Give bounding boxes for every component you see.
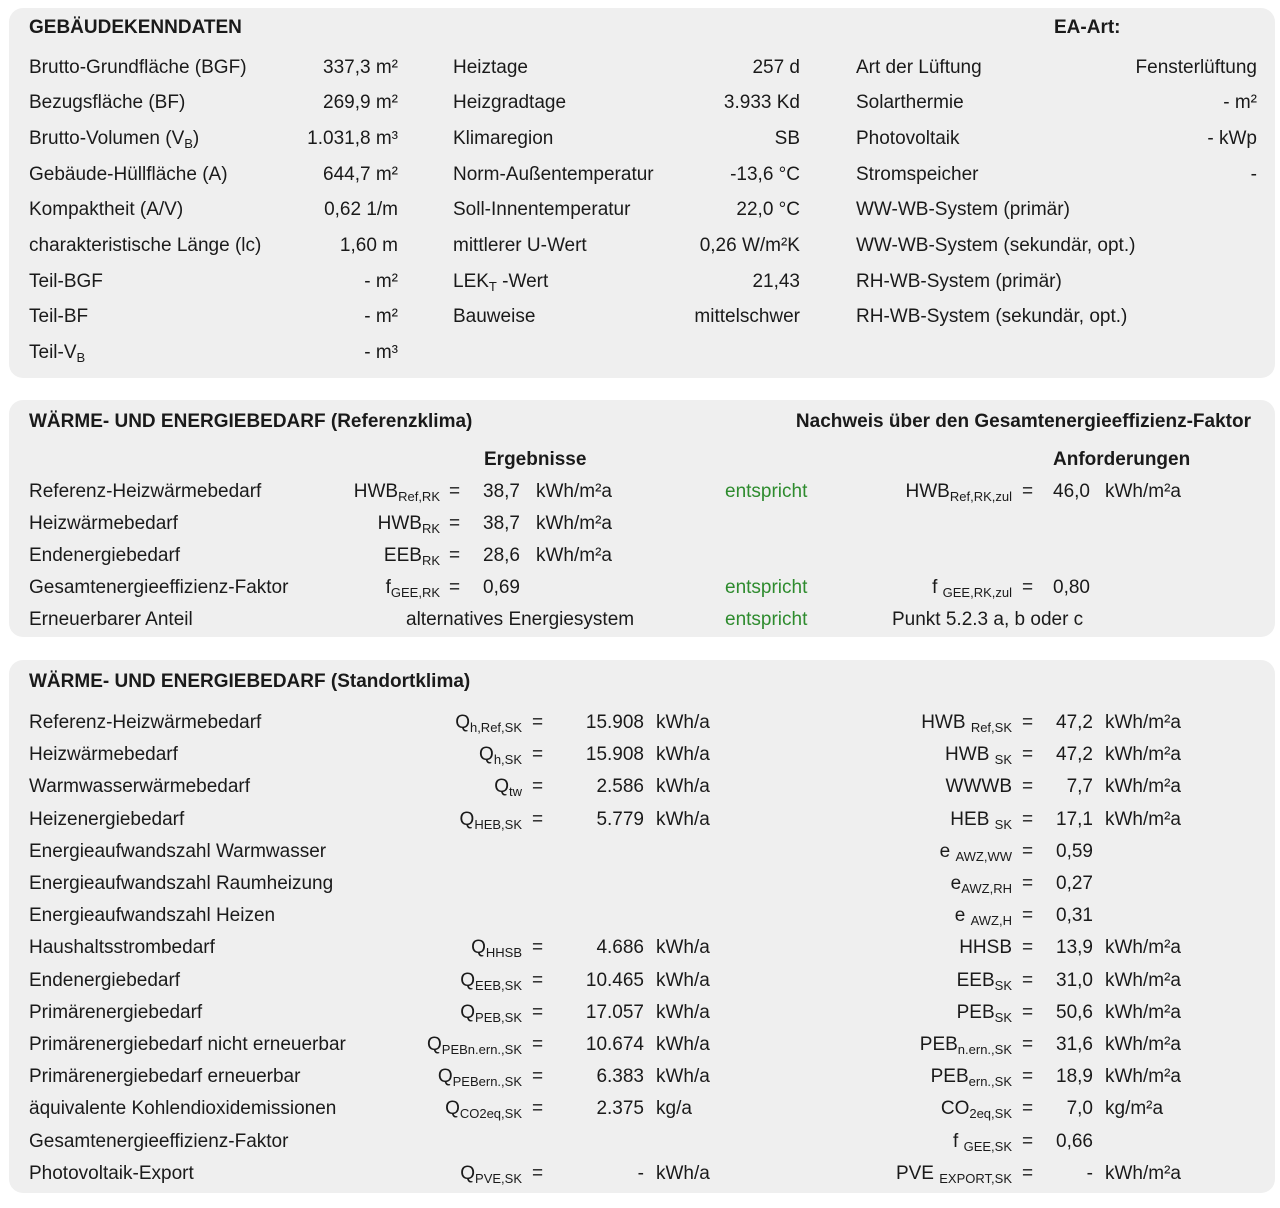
col2-value: 3.933 Kd (723, 92, 800, 113)
col2-value: 257 d (752, 57, 800, 78)
right-eq: = (1022, 1066, 1034, 1087)
right-unit: kWh/m²a (1105, 1066, 1181, 1087)
row-label: Energieaufwandszahl Raumheizung (29, 873, 334, 894)
col2-label: Klimaregion (453, 128, 554, 149)
right-symbol-main: WWWB (945, 776, 1012, 797)
col1-label: Teil-BF (29, 306, 89, 327)
row-symbol (460, 970, 522, 992)
right-unit: kg/m²a (1105, 1098, 1164, 1119)
row-eq: = (449, 577, 461, 598)
req-symbol-main: HWB (905, 481, 950, 502)
col3-value: - m² (1223, 92, 1257, 113)
right-symbol (955, 905, 1012, 927)
right-symbol-sub: AWZ,WW (955, 849, 1012, 864)
col1-label: Teil-BGF (29, 271, 103, 292)
right-symbol (953, 1131, 1012, 1153)
right-eq: = (1022, 1002, 1034, 1023)
row-label: Erneuerbarer Anteil (29, 609, 193, 630)
section-title-right: Nachweis über den Gesamtenergieeffizienz-Faktor (795, 411, 1251, 432)
row-eq: = (449, 545, 461, 566)
right-symbol-sub: SK (994, 752, 1012, 767)
right-eq: = (1022, 905, 1034, 926)
right-value: 47,2 (1056, 712, 1093, 733)
col1-value: 1.031,8 m³ (307, 128, 398, 149)
row-unit: kWh/a (656, 1034, 710, 1055)
col2-value: mittelschwer (694, 306, 800, 327)
row-value: 5.779 (596, 809, 644, 830)
right-symbol-sub: Ref,SK (970, 720, 1012, 735)
col3-label: WW-WB-System (primär) (856, 199, 1070, 220)
row-symbol-main: HWB (377, 513, 422, 534)
right-eq: = (1022, 841, 1034, 862)
row-eq: = (532, 937, 544, 958)
req-value: 0,80 (1053, 577, 1090, 598)
right-value: 13,9 (1056, 937, 1093, 958)
req-symbol-sub: Ref,RK,zul (949, 489, 1012, 504)
row-symbol-sub: GEE,RK (390, 585, 440, 600)
row-symbol (479, 744, 522, 766)
row-symbol-main: Q (471, 937, 486, 958)
row-symbol (384, 545, 440, 567)
row-label: Primärenergiebedarf erneuerbar (29, 1066, 301, 1087)
col2-value: -13,6 °C (730, 164, 800, 185)
row-symbol-main: Q (494, 776, 509, 797)
right-symbol-main: EEB (956, 970, 995, 991)
col2-label: Heiztage (453, 57, 528, 78)
row-label: Referenz-Heizwärmebedarf (29, 481, 262, 502)
right-symbol-main: HHSB (959, 937, 1012, 958)
right-eq: = (1022, 970, 1034, 991)
row-eq: = (532, 1034, 544, 1055)
col1-label-sub: B (76, 350, 86, 365)
right-eq: = (1022, 712, 1034, 733)
row-eq: = (449, 513, 461, 534)
right-symbol (945, 744, 1012, 766)
right-symbol (959, 937, 1012, 959)
right-symbol (896, 1163, 1012, 1185)
right-eq: = (1022, 776, 1034, 797)
right-symbol-main: CO (940, 1098, 970, 1119)
col1-label: Brutto-Grundfläche (BGF) (29, 57, 247, 78)
row-status: entspricht (725, 577, 808, 598)
right-symbol (931, 1066, 1012, 1088)
row-label: Energieaufwandszahl Heizen (29, 905, 276, 926)
col2-label-main: LEK (453, 271, 489, 292)
row-symbol-sub: CO2eq,SK (459, 1106, 522, 1121)
row-eq: = (532, 970, 544, 991)
row-symbol (455, 712, 522, 734)
row-symbol-sub: tw (509, 784, 522, 799)
row-label: Referenz-Heizwärmebedarf (29, 712, 262, 733)
right-eq: = (1022, 1163, 1034, 1184)
row-symbol-sub: EEB,SK (475, 978, 522, 993)
row-value: 15.908 (585, 712, 644, 733)
right-eq: = (1022, 873, 1034, 894)
row-symbol-sub: PVE,SK (475, 1171, 522, 1186)
row-unit: kWh/m²a (536, 545, 612, 566)
row-value: 0,69 (483, 577, 520, 598)
row-unit: kWh/m²a (536, 513, 612, 534)
row-eq: = (532, 744, 544, 765)
row-symbol-main: Q (460, 1002, 476, 1023)
right-symbol-main: e (939, 841, 956, 862)
row-status: entspricht (725, 609, 808, 630)
row-label: Gesamtenergieeffizienz-Faktor (29, 1131, 289, 1152)
row-unit: kWh/a (656, 809, 710, 830)
right-value: 31,0 (1056, 970, 1093, 991)
right-symbol-sub: SK (994, 817, 1012, 832)
right-symbol-sub: AWZ,RH (961, 881, 1012, 896)
row-symbol-sub: HHSB (485, 945, 522, 960)
row-value: 28,6 (483, 545, 520, 566)
row-value: 6.383 (596, 1066, 644, 1087)
right-symbol (920, 1034, 1012, 1056)
right-symbol-main: PEB (930, 1066, 969, 1087)
right-symbol (946, 776, 1012, 798)
right-symbol (957, 970, 1012, 992)
right-symbol (941, 1098, 1012, 1120)
right-unit: kWh/m²a (1105, 809, 1181, 830)
right-value: 31,6 (1056, 1034, 1093, 1055)
right-unit: kWh/m²a (1105, 776, 1181, 797)
col1-label-main: Brutto-Volumen (V (29, 128, 185, 149)
row-symbol-sub: h,Ref,SK (469, 720, 522, 735)
req-symbol-sub: GEE,RK,zul (942, 585, 1012, 600)
row-symbol (460, 1002, 522, 1024)
col2-label: Heizgradtage (453, 92, 567, 113)
right-symbol (921, 712, 1012, 734)
col2-label: Bauweise (453, 306, 536, 327)
right-unit: kWh/m²a (1105, 744, 1181, 765)
right-value: 0,66 (1056, 1131, 1093, 1152)
header-results: Ergebnisse (484, 449, 587, 470)
col1-value: 269,9 m² (323, 92, 398, 113)
row-symbol (438, 1066, 522, 1088)
row-eq: = (532, 776, 544, 797)
row-symbol-sub: PEBern.,SK (452, 1074, 522, 1089)
right-value: - (1086, 1163, 1093, 1184)
req-eq: = (1022, 481, 1034, 502)
right-symbol-main: e (954, 905, 971, 926)
row-symbol-main: Q (479, 744, 494, 765)
row-unit: kWh/a (656, 1002, 710, 1023)
section-title: WÄRME- UND ENERGIEBEDARF (Referenzklima) (29, 411, 473, 432)
row-symbol-main: Q (427, 1034, 442, 1055)
col1-value: - m² (364, 306, 398, 327)
row-symbol-main: Q (460, 970, 476, 991)
col2-label: Soll-Innentemperatur (453, 199, 631, 220)
row-eq: = (532, 1002, 544, 1023)
row-symbol-main: f (385, 577, 391, 598)
row-unit: kWh/m²a (536, 481, 612, 502)
right-symbol-sub: 2eq,SK (969, 1106, 1012, 1121)
col1-label-after: ) (192, 128, 200, 149)
right-eq: = (1022, 937, 1034, 958)
col2-value: 0,26 W/m²K (699, 235, 800, 256)
req-value: 46,0 (1053, 481, 1090, 502)
row-label: Heizwärmebedarf (29, 513, 178, 534)
col3-label: Art der Lüftung (856, 57, 982, 78)
right-value: 50,6 (1056, 1002, 1093, 1023)
col2-value: 21,43 (752, 271, 800, 292)
row-eq: = (532, 1066, 544, 1087)
col1-value: 1,60 m (339, 235, 398, 256)
right-symbol-main: e (950, 873, 962, 894)
ea-art-label: EA-Art: (1054, 17, 1121, 38)
row-label: Primärenergiebedarf (29, 1002, 203, 1023)
row-symbol-main: Q (460, 1163, 476, 1184)
row-alt: alternatives Energiesystem (406, 609, 635, 630)
right-symbol-sub: SK (994, 978, 1012, 993)
req-symbol-main: f (932, 577, 943, 598)
col1-label (29, 342, 85, 364)
row-symbol-sub: RK (421, 521, 440, 536)
col1-label-sub: B (184, 136, 193, 151)
right-symbol-main: HWB (921, 712, 971, 733)
right-value: 47,2 (1056, 744, 1093, 765)
row-unit: kWh/a (656, 970, 710, 991)
row-label: Heizwärmebedarf (29, 744, 178, 765)
header-requirements: Anforderungen (1053, 449, 1191, 470)
row-label: Gesamtenergieeffizienz-Faktor (29, 577, 289, 598)
right-unit: kWh/m²a (1105, 1034, 1181, 1055)
row-label: Haushaltsstrombedarf (29, 937, 215, 958)
req-text: Punkt 5.2.3 a, b oder c (892, 609, 1084, 630)
right-eq: = (1022, 809, 1034, 830)
right-symbol-main: PVE (895, 1163, 940, 1184)
row-symbol (386, 577, 440, 599)
right-unit: kWh/m²a (1105, 712, 1181, 733)
right-value: 0,31 (1056, 905, 1093, 926)
right-eq: = (1022, 1131, 1034, 1152)
col2-label-sub: T (488, 279, 497, 294)
right-eq: = (1022, 744, 1034, 765)
row-symbol (427, 1034, 522, 1056)
row-label: Warmwasserwärmebedarf (29, 776, 251, 797)
col1-label: Gebäude-Hüllfläche (A) (29, 164, 228, 185)
row-value: 10.674 (585, 1034, 644, 1055)
row-unit: kWh/a (656, 1066, 710, 1087)
right-eq: = (1022, 1098, 1034, 1119)
col1-label: charakteristische Länge (lc) (29, 235, 262, 256)
right-symbol-sub: n.ern.,SK (957, 1042, 1012, 1057)
row-value: 17.057 (585, 1002, 644, 1023)
right-symbol-main: f (953, 1131, 964, 1152)
right-value: 0,27 (1056, 873, 1093, 894)
row-unit: kWh/a (656, 937, 710, 958)
row-value: - (637, 1163, 644, 1184)
col1-value: - m² (364, 271, 398, 292)
right-unit: kWh/m²a (1105, 970, 1181, 991)
col1-value: - m³ (364, 342, 398, 363)
right-symbol-main: HEB (950, 809, 995, 830)
right-unit: kWh/m²a (1105, 937, 1181, 958)
row-symbol-sub: PEBn.ern.,SK (441, 1042, 522, 1057)
col3-label: Photovoltaik (856, 128, 960, 149)
col3-label: RH-WB-System (sekundär, opt.) (856, 306, 1128, 327)
row-value: 4.686 (596, 937, 644, 958)
col1-value: 337,3 m² (323, 57, 398, 78)
col1-label (29, 128, 199, 150)
row-symbol (494, 776, 522, 798)
row-symbol-main: Q (445, 1098, 460, 1119)
row-symbol-main: EEB (383, 545, 422, 566)
col2-value: SB (774, 128, 800, 149)
right-value: 7,7 (1066, 776, 1093, 797)
col2-label: Norm-Außentemperatur (453, 164, 654, 185)
row-symbol (460, 1163, 522, 1185)
section-title: WÄRME- UND ENERGIEBEDARF (Standortklima) (29, 671, 471, 692)
col1-label: Bezugsfläche (BF) (29, 92, 186, 113)
section-title: GEBÄUDEKENNDATEN (29, 17, 242, 38)
right-symbol (957, 1002, 1012, 1024)
row-symbol (460, 809, 522, 831)
row-unit: kg/a (656, 1098, 692, 1119)
right-symbol-sub: EXPORT,SK (939, 1171, 1012, 1186)
row-symbol (354, 481, 440, 503)
col2-label: mittlerer U-Wert (453, 235, 587, 256)
col1-label-main: Teil-V (29, 342, 77, 363)
row-value: 2.586 (596, 776, 644, 797)
col1-label: Kompaktheit (A/V) (29, 199, 184, 220)
right-symbol-main: PEB (956, 1002, 995, 1023)
col3-label: WW-WB-System (sekundär, opt.) (856, 235, 1136, 256)
row-value: 38,7 (483, 481, 520, 502)
col2-label (453, 271, 548, 293)
right-value: 17,1 (1056, 809, 1093, 830)
right-symbol-sub: AWZ,H (970, 913, 1012, 928)
row-value: 38,7 (483, 513, 520, 534)
row-symbol-sub: Ref,RK (398, 489, 440, 504)
row-symbol-main: Q (455, 712, 470, 733)
row-symbol (471, 937, 522, 959)
col3-value: Fensterlüftung (1135, 57, 1257, 78)
right-symbol (951, 873, 1012, 895)
row-unit: kWh/a (656, 776, 710, 797)
right-eq: = (1022, 1034, 1034, 1055)
col3-value: - kWp (1207, 128, 1257, 149)
row-unit: kWh/a (656, 744, 710, 765)
col1-value: 0,62 1/m (324, 199, 398, 220)
right-symbol-main: PEB (919, 1034, 958, 1055)
right-symbol (940, 841, 1012, 863)
panel-referenzklima (9, 400, 1275, 637)
row-label: äquivalente Kohlendioxidemissionen (29, 1098, 337, 1119)
row-eq: = (532, 1098, 544, 1119)
row-symbol (378, 513, 440, 535)
row-value: 2.375 (596, 1098, 644, 1119)
right-value: 0,59 (1056, 841, 1093, 862)
row-symbol-sub: HEB,SK (474, 817, 522, 832)
row-symbol (445, 1098, 522, 1120)
req-symbol (932, 577, 1012, 599)
req-unit: kWh/m²a (1105, 481, 1181, 502)
col3-label: Solarthermie (856, 92, 964, 113)
row-symbol-main: Q (459, 809, 475, 830)
right-symbol-main: HWB (945, 744, 995, 765)
row-eq: = (532, 712, 544, 733)
col3-value: - (1250, 164, 1257, 185)
right-value: 18,9 (1056, 1066, 1093, 1087)
row-symbol-sub: PEB,SK (475, 1010, 522, 1025)
row-label: Photovoltaik-Export (29, 1163, 194, 1184)
row-label: Heizenergiebedarf (29, 809, 185, 830)
col2-label-after: -Wert (496, 271, 549, 292)
row-label: Energieaufwandszahl Warmwasser (29, 841, 327, 862)
row-symbol-main: Q (437, 1066, 453, 1087)
row-unit: kWh/a (656, 712, 710, 733)
right-value: 7,0 (1066, 1098, 1093, 1119)
right-unit: kWh/m²a (1105, 1002, 1181, 1023)
right-unit: kWh/m²a (1105, 1163, 1181, 1184)
row-symbol-main: HWB (353, 481, 399, 502)
row-eq: = (532, 809, 544, 830)
right-symbol (950, 809, 1012, 831)
row-label: Endenergiebedarf (29, 970, 181, 991)
row-status: entspricht (725, 481, 808, 502)
right-symbol-sub: ern.,SK (968, 1074, 1012, 1089)
row-eq: = (449, 481, 461, 502)
row-value: 10.465 (585, 970, 644, 991)
row-label: Primärenergiebedarf nicht erneuerbar (29, 1034, 346, 1055)
row-label: Endenergiebedarf (29, 545, 181, 566)
req-symbol (906, 481, 1012, 503)
right-symbol-sub: SK (994, 1010, 1012, 1025)
col3-label: Stromspeicher (856, 164, 979, 185)
right-symbol-sub: GEE,SK (963, 1139, 1012, 1154)
col3-label: RH-WB-System (primär) (856, 271, 1062, 292)
col1-value: 644,7 m² (323, 164, 398, 185)
row-symbol-sub: h,SK (493, 752, 522, 767)
row-value: 15.908 (585, 744, 644, 765)
row-eq: = (532, 1163, 544, 1184)
row-symbol-sub: RK (421, 553, 440, 568)
row-unit: kWh/a (656, 1163, 710, 1184)
col2-value: 22,0 °C (736, 199, 800, 220)
req-eq: = (1022, 577, 1034, 598)
